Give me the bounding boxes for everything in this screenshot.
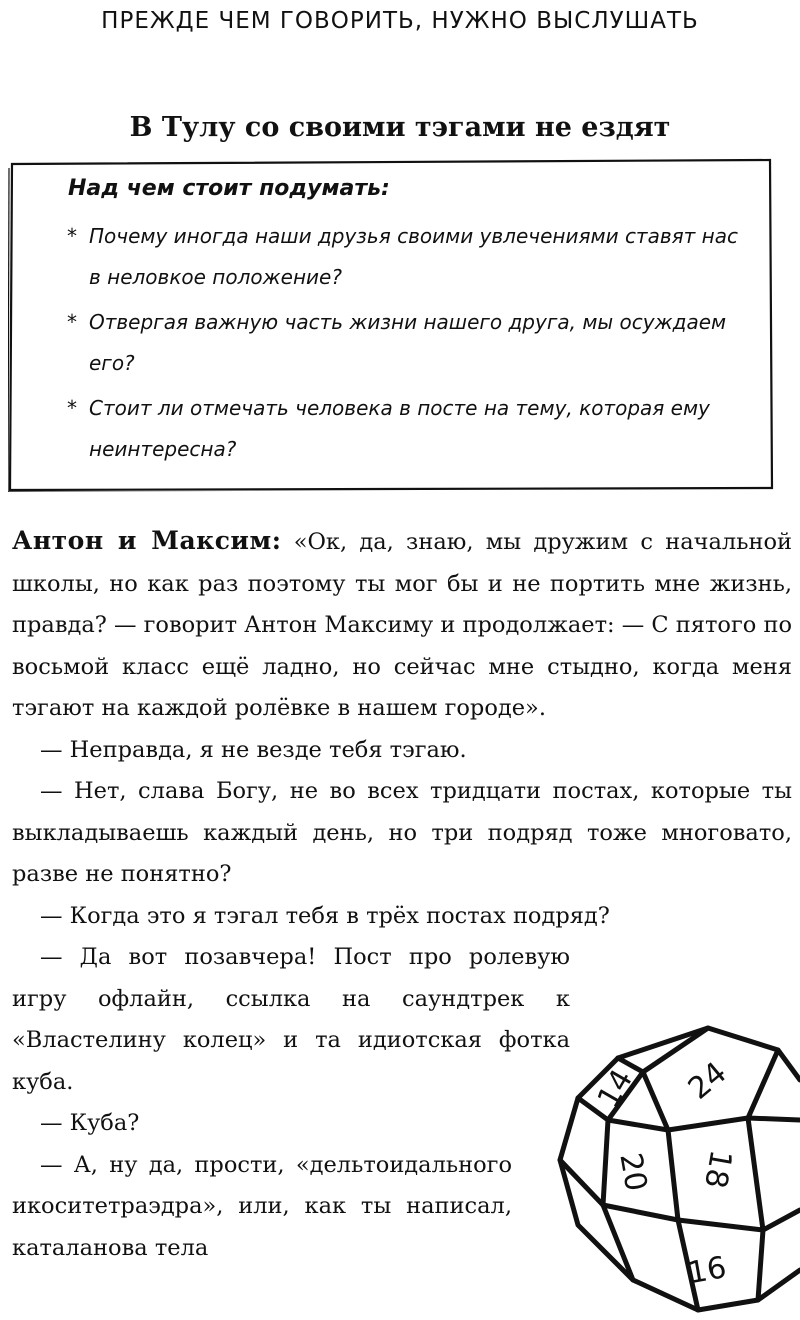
think-box-list [63, 216, 753, 474]
icositetrahedron-illustration [548, 1010, 800, 1320]
section-title: В Тулу со своими тэгами не ездят [129, 112, 671, 143]
die-number: 18 [697, 1147, 739, 1191]
think-box-title: Над чем стоит подумать: [68, 176, 390, 201]
die-number: 16 [685, 1250, 730, 1292]
die-number: 20 [612, 1150, 654, 1194]
story-paragraph: Антон и Максим: «Ок, да, знаю, мы дружим с начальной школы, но как раз поэтому ты мог бы и не портить мне жизнь, правда? — говорит Антон Максиму и продолжает: — С пятого по восьмой класс ещё ладно, но сейчас мне стыдно, когда меня тэгают на каждой ролёвке в нашем городе». [12, 526, 792, 721]
asterisk-icon: * [67, 310, 77, 334]
die-number: 24 [681, 1055, 734, 1107]
think-box [8, 158, 774, 492]
think-item: * Стоит ли отмечать человека в посте на тему, которая ему неинтересна? [63, 388, 753, 470]
speakers-label: Антон и Максим: [12, 526, 282, 555]
story-paragraph: — Да вот позавчера! Пост про ролевую игру офлайн, ссылка на саундтрек к «Властелину колец» и та идиотская фотка куба. [12, 944, 570, 1095]
story-paragraph: — Когда это я тэгал тебя в трёх постах подряд? [40, 902, 610, 929]
story-paragraph: — Неправда, я не везде тебя тэгаю. [40, 736, 467, 763]
think-item: * Почему иногда наши друзья своими увлечениями ставят нас в неловкое положение? [63, 216, 753, 298]
asterisk-icon: * [67, 224, 77, 248]
story-paragraph: — Нет, слава Богу, не во всех тридцати постах, которые ты выкладываешь каждый день, но три подряд тоже многовато, разве не понятно? [12, 778, 792, 887]
story-paragraph: — А, ну да, прости, «дельтоидального икоситетраэдра», или, как ты написал, каталанова тела [12, 1151, 512, 1261]
die-number: 14 [590, 1063, 641, 1115]
story-paragraph: — Куба? [40, 1110, 140, 1136]
running-head: ПРЕЖДЕ ЧЕМ ГОВОРИТЬ, НУЖНО ВЫСЛУШАТЬ [101, 8, 699, 34]
asterisk-icon: * [67, 396, 77, 420]
think-item: * Отвергая важную часть жизни нашего друга, мы осуждаем его? [63, 302, 753, 384]
